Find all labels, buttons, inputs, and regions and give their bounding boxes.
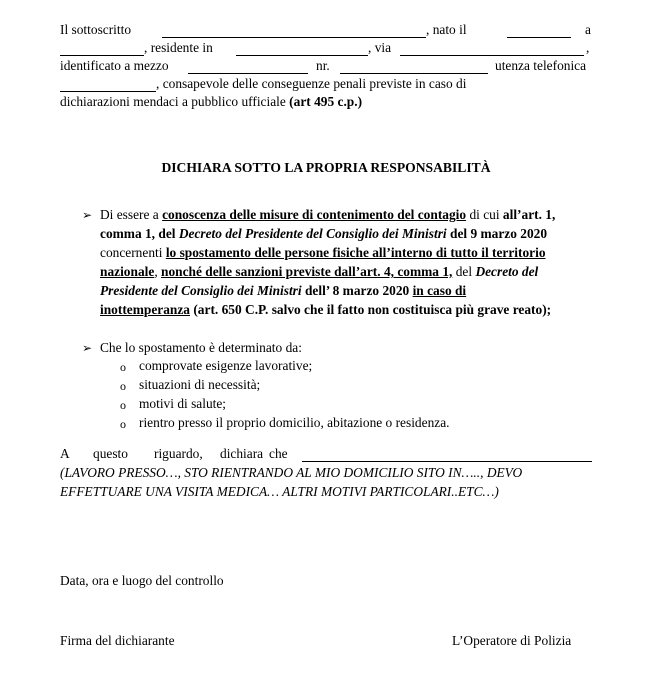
list-item: rientro presso il proprio domicilio, abitazione o residenza. [139,415,450,430]
intro-resident-label: , residente in [144,40,213,55]
point2-intro: Che lo spostamento è determinato da: [100,340,302,355]
name-blank[interactable] [162,25,426,38]
point1-decree: Decreto del Presidente del Consiglio dei Ministri [178,226,447,241]
point1-line-6 [100,302,551,318]
list-item: motivi di salute; [139,396,227,411]
intro-line-1 [60,22,131,38]
declarant-signature-label: Firma del dichiarante [60,633,175,648]
intro-via-label: , via [368,40,392,55]
circle-bullet-icon: o [120,398,126,412]
intro-line-4 [156,76,592,92]
point1-text: Di essere a [100,207,163,222]
point1-awareness: conoscenza delle misure di contenimento del contagio [162,207,467,222]
residence-blank[interactable] [236,43,368,56]
declaration-word: che [269,446,288,461]
point1-movement: lo spostamento delle persone fisiche all’interno di tutto il territorio [165,245,546,260]
point1-text: concernenti [100,245,166,260]
point1-line-2 [100,226,547,242]
officer-signature-label: L’Operatore di Polizia [452,633,572,648]
declaration-word: riguardo, [154,446,203,461]
declaration-word: A [60,446,70,461]
document-blank[interactable] [188,61,308,74]
list-item: situazioni di necessità; [139,377,261,392]
intro-comma: , [586,40,590,55]
intro-false-statements: dichiarazioni mendaci a pubblico ufficiale [60,94,286,109]
intro-phone-label: utenza telefonica [495,58,587,73]
circle-bullet-icon: o [120,417,126,431]
point1-in-case: in caso di [412,283,467,298]
list-item: comprovate esigenze lavorative; [139,358,313,373]
point1-decree-2: Decreto del [475,264,539,279]
intro-sottoscritto-label: Il sottoscritto [60,22,132,37]
point1-date-2: dell’ 8 marzo 2020 [301,283,413,298]
circle-bullet-icon: o [120,379,126,393]
point1-line-3 [100,245,546,261]
intro-nr-label: nr. [316,58,330,73]
point1-national: nazionale [100,264,155,279]
intro-born-label: , nato il [426,22,467,37]
point1-sanctions: nonché delle sanzioni previste dall’art. 4, comma 1, [161,264,453,279]
intro-identified-label: identificato a mezzo [60,58,169,73]
intro-article-ref: (art 495 c.p.) [289,94,363,109]
point1-article: all’art. 1, [502,207,556,222]
phone-blank[interactable] [60,79,156,92]
arrow-bullet-icon: ➢ [82,341,93,355]
point1-line-1 [100,207,555,223]
point1-line-5 [100,283,592,299]
intro-aware-label: , consapevole delle conseguenze penali previste in caso di [156,76,467,91]
intro-line-5 [60,94,362,110]
street-blank[interactable] [400,43,584,56]
declaration-note-2: EFFETTUARE UNA VISITA MEDICA… ALTRI MOTIVI PARTICOLARI..ETC…) [60,484,499,499]
declaration-note-1: (LAVORO PRESSO…, STO RIENTRANDO AL MIO DOMICILIO SITO IN….., DEVO [60,465,523,480]
declaration-word: dichiara [220,446,264,461]
document-number-blank[interactable] [340,61,488,74]
point1-text: di cui [466,207,503,222]
point1-text: del [452,264,476,279]
birthdate-blank[interactable] [507,25,571,38]
point1-non-compliance: inottemperanza [100,302,190,317]
point1-date: del 9 marzo 2020 [446,226,548,241]
point1-president: Presidente del Consiglio dei Ministri [100,283,302,298]
control-label: Data, ora e luogo del controllo [60,573,224,588]
intro-at-label: a [585,22,591,37]
point1-line-4 [100,264,538,280]
arrow-bullet-icon: ➢ [82,208,93,222]
circle-bullet-icon: o [120,360,126,374]
point1-comma: comma 1, del [100,226,179,241]
declaration-word: questo [93,446,128,461]
point1-text: , [154,264,162,279]
page-title: DICHIARA SOTTO LA PROPRIA RESPONSABILITÀ [161,160,491,175]
birthplace-blank[interactable] [60,43,144,56]
reason-blank[interactable] [302,449,592,462]
point1-article-650: (art. 650 C.P. salvo che il fatto non costituisca più grave reato); [190,302,552,317]
